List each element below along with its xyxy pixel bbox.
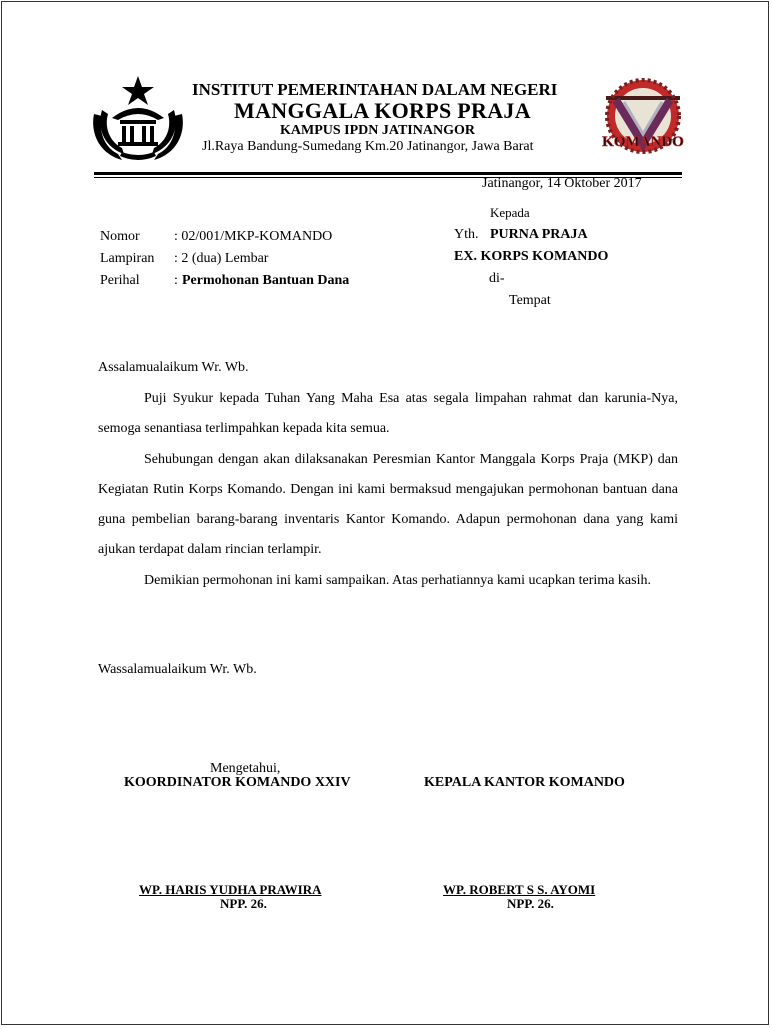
closing-greeting: Wassalamualaikum Wr. Wb. (98, 662, 257, 677)
recipient-yth: Yth. (454, 227, 479, 242)
institution-name: INSTITUT PEMERINTAHAN DALAM NEGERI (192, 80, 558, 99)
left-signatory-name: WP. HARIS YUDHA PRAWIRA (139, 882, 322, 897)
right-signatory-title: KEPALA KANTOR KOMANDO (424, 775, 625, 790)
lampiran-value: : 2 (dua) Lembar (174, 251, 269, 266)
recipient-line2: EX. KORPS KOMANDO (454, 249, 609, 264)
greeting: Assalamualaikum Wr. Wb. (98, 360, 249, 375)
letter-page (1, 1, 769, 1025)
ipdn-emblem-logo (88, 74, 188, 164)
recipient-tempat: Tempat (509, 293, 551, 308)
right-signatory-name: WP. ROBERT S S. AYOMI (443, 882, 596, 897)
nomor-value: : 02/001/MKP-KOMANDO (174, 229, 333, 244)
paragraph-1: Puji Syukur kepada Tuhan Yang Maha Esa atas segala limpahan rahmat dan karunia-Nya, semoga senantiasa terlimpahkan kepada kita semua. (98, 391, 678, 436)
recipient-kepada: Kepada (490, 205, 530, 220)
lampiran-label: Lampiran (100, 251, 155, 266)
right-signatory-npp: NPP. 26. (507, 896, 554, 911)
header-divider-thick (94, 172, 682, 175)
komando-logo-text: KOMANDO (602, 134, 684, 150)
recipient-name: PURNA PRAJA (490, 227, 588, 242)
paragraph-3: Demikian permohonan ini kami sampaikan. Atas perhatiannya kami ucapkan terima kasih. (144, 573, 651, 588)
mengetahui-label: Mengetahui, (210, 761, 281, 776)
letter-date: Jatinangor, 14 Oktober 2017 (482, 176, 642, 191)
perihal-label: Perihal (100, 273, 140, 288)
address: Jl.Raya Bandung-Sumedang Km.20 Jatinangor, Jawa Barat (202, 139, 534, 154)
komando-emblem-logo (598, 78, 688, 160)
nomor-label: Nomor (100, 229, 140, 244)
recipient-di: di- (489, 271, 505, 286)
left-signatory-npp: NPP. 26. (220, 896, 267, 911)
paragraph-2: Sehubungan dengan akan dilaksanakan Peresmian Kantor Manggala Korps Praja (MKP) dan Kegiatan Rutin Korps Komando. Dengan ini kami bermaksud mengajukan permohonan bantuan dana guna pembelian barang-barang inventaris Kantor Komando. Adapun permohonan dana yang kami ajukan terdapat dalam rincian terlampir. (98, 452, 678, 557)
campus-name: KAMPUS IPDN JATINANGOR (280, 123, 475, 138)
perihal-value: Permohonan Bantuan Dana (182, 273, 350, 288)
organization-name: MANGGALA KORPS PRAJA (234, 98, 531, 123)
left-signatory-title: KOORDINATOR KOMANDO XXIV (124, 775, 351, 790)
perihal-colon: : (174, 273, 178, 288)
